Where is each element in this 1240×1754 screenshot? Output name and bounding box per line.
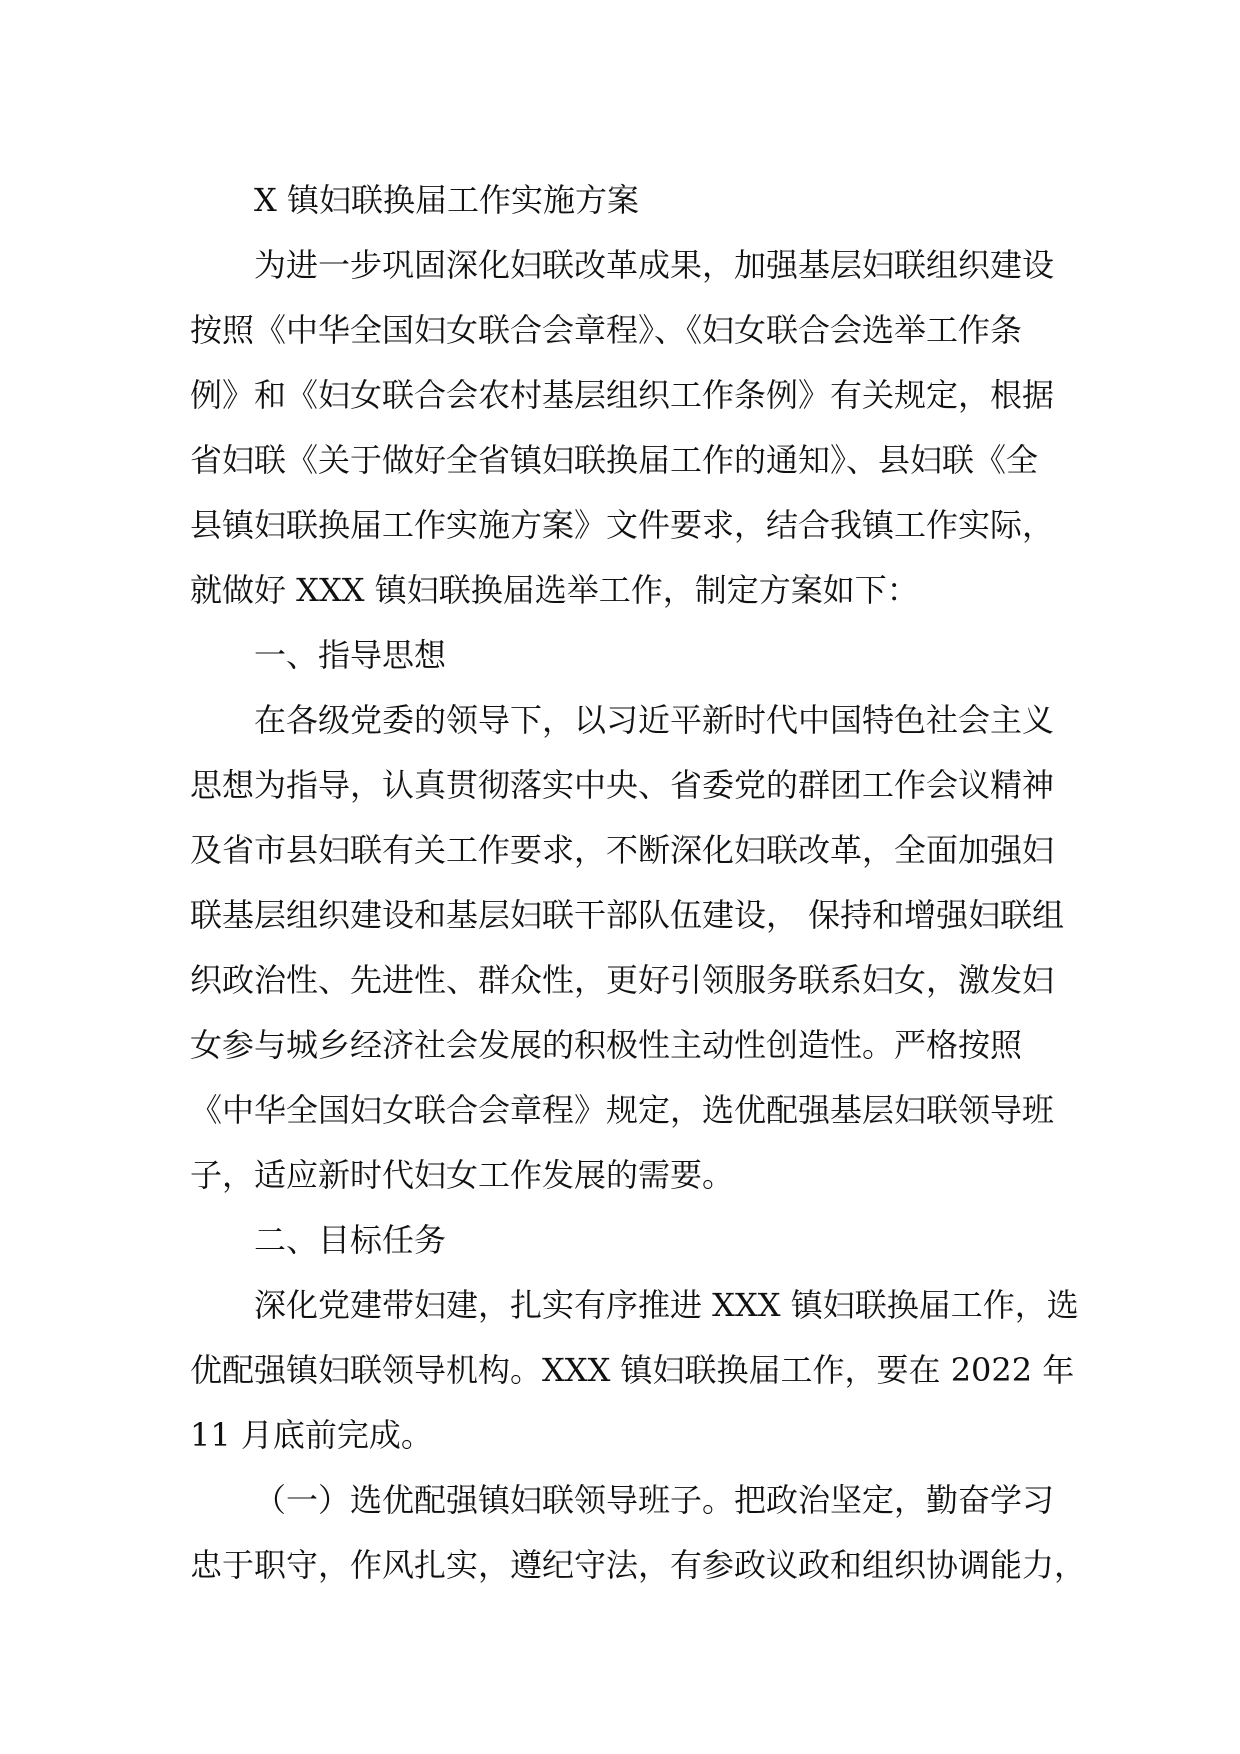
paragraph-line: 在各级党委的领导下，以习近平新时代中国特色社会主义 [254, 701, 1055, 739]
paragraph-line: 11 月底前完成。 [190, 1416, 433, 1454]
paragraph-line: 就做好 XXX 镇妇联换届选举工作，制定方案如下： [190, 571, 919, 609]
paragraph-line: （一）选优配强镇妇联领导班子。把政治坚定，勤奋学习 [254, 1481, 1055, 1519]
paragraph-line: 县镇妇联换届工作实施方案》文件要求，结合我镇工作实际， [190, 506, 1055, 544]
paragraph-line: 优配强镇妇联领导机构。XXX 镇妇联换届工作，要在 2022 年 [190, 1351, 1075, 1389]
paragraph-line: 及省市县妇联有关工作要求，不断深化妇联改革，全面加强妇 [190, 831, 1055, 869]
section-heading: 一、指导思想 [254, 636, 447, 674]
paragraph-line: 为进一步巩固深化妇联改革成果，加强基层妇联组织建设 [254, 246, 1055, 284]
document-title: X 镇妇联换届工作实施方案 [254, 181, 639, 219]
paragraph-line: 《中华全国妇女联合会章程》规定，选优配强基层妇联领导班 [190, 1091, 1055, 1129]
paragraph-line: 省妇联《关于做好全省镇妇联换届工作的通知》、县妇联《全 [190, 441, 1039, 479]
paragraph-line: 联基层组织建设和基层妇联干部队伍建设， 保持和增强妇联组 [190, 896, 1065, 934]
paragraph-line: 忠于职守，作风扎实，遵纪守法，有参政议政和组织协调能力， [190, 1546, 1087, 1584]
paragraph-line: 思想为指导，认真贯彻落实中央、省委党的群团工作会议精神 [190, 766, 1055, 804]
document-body [190, 168, 1087, 1598]
paragraph-line: 例》和《妇女联合会农村基层组织工作条例》有关规定，根据 [190, 376, 1055, 414]
paragraph-line: 女参与城乡经济社会发展的积极性主动性创造性。严格按照 [190, 1026, 1023, 1064]
paragraph-line: 织政治性、先进性、群众性，更好引领服务联系妇女，激发妇 [190, 961, 1055, 999]
paragraph-line: 子，适应新时代妇女工作发展的需要。 [190, 1156, 735, 1194]
section-heading: 二、目标任务 [254, 1221, 447, 1259]
paragraph-line: 深化党建带妇建，扎实有序推进 XXX 镇妇联换届工作，选 [254, 1286, 1079, 1324]
paragraph-line: 按照《中华全国妇女联合会章程》、《妇女联合会选举工作条 [190, 311, 1023, 349]
